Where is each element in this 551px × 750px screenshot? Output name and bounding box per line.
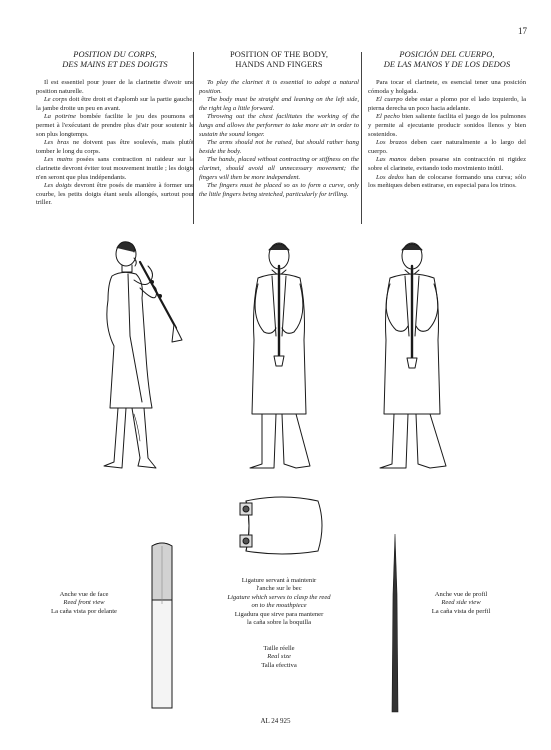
french-paragraph-4	[36, 139, 194, 156]
ligature-caption-fr1: Ligature servant à maintenir	[241, 577, 317, 584]
spanish-paragraph-4	[368, 139, 526, 156]
ligature-caption-en1: Ligature which serves to clasp the reed	[227, 593, 331, 601]
ligature-illustration	[232, 493, 330, 559]
english-paragraph-6: The fingers must be placed so as to form a curve, only the little fingers being stretched, particularly for trilling.	[199, 182, 359, 198]
spanish-paragraph-1: Para tocar el clarinete, es esencial tener una posición cómoda y holgada.	[368, 79, 526, 95]
page-number: 17	[518, 26, 527, 36]
french-term-bras: Les bras	[44, 139, 69, 147]
english-column	[199, 50, 359, 199]
french-term-mains: Les mains	[44, 156, 73, 164]
spanish-title-line1: POSICIÓN DEL CUERPO,	[399, 50, 495, 59]
ligature-caption-es2: la caña sobre la boquilla	[246, 619, 312, 627]
french-paragraph-1: Il est essentiel pour jouer de la clarinette d'avoir une position naturelle.	[36, 79, 194, 95]
spanish-text-3: bien saliente facilita el juego de los pulmones y permite al ejecutante producir sonidos llenos y bien sostenidos.	[368, 113, 526, 138]
spanish-text-6: han de colocarse formando una curva; sólo los meñiques deben estirarse, en especial para los trinos.	[368, 173, 526, 190]
reed-front-caption	[30, 591, 138, 616]
catalog-code: AL 24 925	[260, 717, 291, 725]
english-title	[199, 50, 359, 70]
clarinettist-front-view-2-illustration	[366, 236, 460, 474]
reed-front-caption-es: La caña vista por delante	[51, 607, 117, 615]
english-paragraph-1: To play the clarinet it is essential to adopt a natural position.	[199, 79, 359, 95]
english-paragraph-3: Throwing out the chest facilitates the working of the lungs and allows the performer to take more air in order to sustain the sound longer.	[199, 113, 359, 138]
spanish-paragraph-3	[368, 113, 526, 139]
ligature-caption	[212, 577, 346, 627]
real-size-caption-fr: Taille réelle	[263, 645, 295, 652]
french-text-6: devront être posés de manière à former une courbe, les petits doigts étant seuls allongés, surtout pour triller.	[36, 182, 194, 207]
reed-front-caption-en: Reed front view	[63, 599, 105, 607]
real-size-caption-en: Real size	[267, 653, 291, 661]
french-text-2: doit être droit et d'aplomb sur la partie gauche, la jambe droite un peu en avant.	[36, 96, 194, 112]
real-size-caption-es: Talla efectiva	[261, 661, 297, 669]
english-paragraph-2: The body must be straight and leaning on the left side, the right leg a little forward.	[199, 96, 359, 112]
english-paragraph-4: The arms should not be raised, but should rather hang beside the body.	[199, 139, 359, 155]
reed-side-caption-es: La caña vista de perfil	[431, 607, 491, 615]
french-term-corps: Le corps	[44, 96, 68, 104]
spanish-title	[368, 50, 526, 70]
spanish-term-brazos: Los brazos	[376, 139, 408, 147]
reed-side-view-illustration	[391, 534, 399, 714]
spanish-text-2: debe estar a plomo por el lado izquierdo, la pierna derecha un poco hacia adelante.	[368, 96, 526, 112]
french-text-3: bombée facilite le jeu des poumons et permet à l'exécutant de prendre plus d'air pour soutenir le son plus longtemps.	[36, 113, 194, 138]
french-text-5: posées sans contraction ni raideur sur la clarinette devront éviter tout mouvement inutile ; les doigts n'en seront que plus indépendants.	[36, 156, 195, 181]
reed-side-caption-fr: Anche vue de profil	[434, 591, 488, 598]
spanish-term-manos: Las manos	[376, 156, 407, 164]
spanish-term-dedos: Los dedos	[376, 173, 404, 181]
reed-side-caption	[408, 591, 514, 616]
column-divider-right	[361, 52, 362, 224]
english-title-line2: HANDS AND FINGERS	[235, 60, 323, 69]
french-title-line1: POSITION DU CORPS,	[73, 50, 157, 59]
spanish-paragraph-2	[368, 96, 526, 113]
english-paragraph-5: The hands, placed without contracting or stiffness on the clarinet, should avoid all unnecessary movement; the fingers will then be more independent.	[199, 156, 359, 181]
english-title-line1: POSITION OF THE BODY,	[229, 50, 329, 59]
real-size-caption	[232, 645, 326, 670]
spanish-paragraph-6	[368, 174, 526, 191]
ligature-caption-en2: on to the mouthpiece	[251, 602, 307, 610]
reed-side-caption-en: Reed side view	[441, 599, 481, 607]
french-paragraph-6	[36, 182, 194, 208]
french-paragraph-2	[36, 96, 194, 113]
french-paragraph-3	[36, 113, 194, 139]
spanish-term-cuerpo: El cuerpo	[376, 96, 403, 104]
spanish-term-pecho: El pecho	[376, 113, 400, 121]
french-term-doigts: Les doigts	[44, 182, 72, 190]
french-title-line2: DES MAINS ET DES DOIGTS	[62, 60, 168, 69]
clarinettist-front-illustration	[234, 236, 324, 474]
ligature-caption-es1: Ligadura que sirve para mantener	[234, 610, 324, 618]
reed-front-caption-fr: Anche vue de face	[59, 591, 109, 598]
spanish-paragraph-5	[368, 156, 526, 173]
french-term-poitrine: La poitrine	[44, 113, 76, 121]
french-column	[36, 50, 194, 208]
clarinettist-profile-illustration	[82, 236, 194, 474]
reed-front-view-illustration	[150, 540, 174, 710]
spanish-title-line2: DE LAS MANOS Y DE LOS DEDOS	[383, 60, 511, 69]
spanish-column	[368, 50, 526, 191]
ligature-caption-fr2: l'anche sur le bec	[256, 585, 302, 593]
french-title	[36, 50, 194, 70]
french-paragraph-5	[36, 156, 194, 182]
spanish-text-5: deben posarse sin contracción ni rigidez sobre el clarinete, evitando todo movimiento inútil.	[368, 156, 527, 172]
spanish-text-4: deben caer naturalmente a lo largo del cuerpo.	[368, 139, 526, 155]
french-text-4: ne doivent pas être soulevés, mais plutôt tomber le long du corps.	[36, 139, 194, 155]
